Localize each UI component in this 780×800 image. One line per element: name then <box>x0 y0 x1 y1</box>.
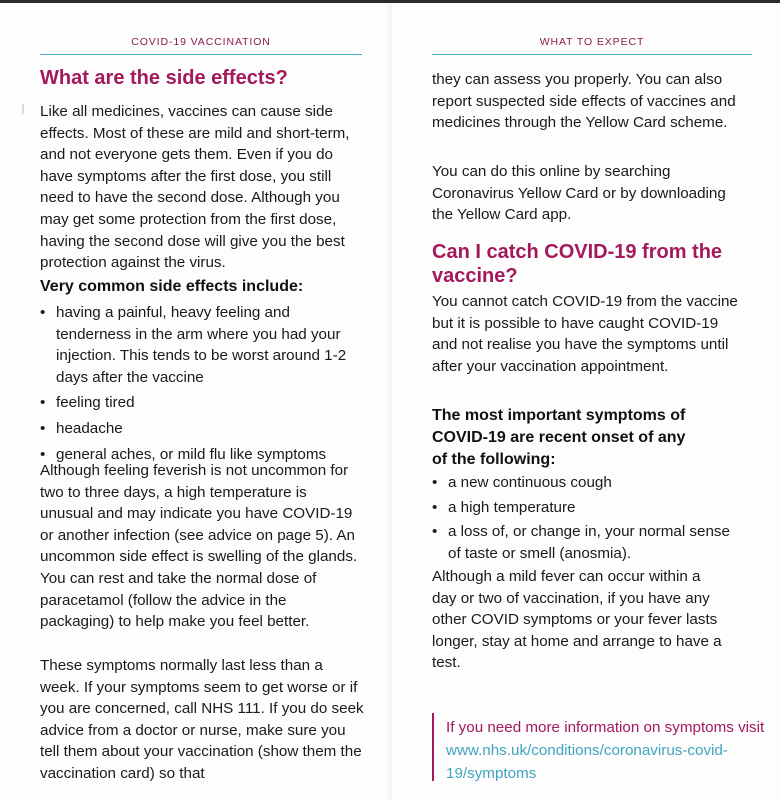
assessment-paragraph: they can assess you properly. You can also report suspected side effects of vaccines and medicines through the Yellow Card scheme. <box>432 71 736 132</box>
important-symptoms-heading: The most important symptoms of COVID-19 are recent onset of any of the following: <box>432 407 686 468</box>
list-item: • having a painful, heavy feeling and tenderness in the arm where you had your injection. This tends to be worst around 1-2 days after the vaccine <box>40 302 362 388</box>
mild-fever-paragraph: Although a mild fever can occur within a day or two of vaccination, if you have any other COVID symptoms or your fever lasts longer, stay at home and arrange to have a test. <box>432 568 722 672</box>
header-rule-right <box>432 54 752 55</box>
more-info-callout <box>446 716 766 785</box>
running-header-right: WHAT TO EXPECT <box>539 36 645 48</box>
symptoms-duration-paragraph: These symptoms normally last less than a week. If your symptoms seem to get worse or if you are concerned, call NHS 111. If you do seek advice from a doctor or nurse, make sure you tell them about your vaccination (show them the vaccination card) so that <box>40 657 364 782</box>
margin-mark <box>22 104 24 114</box>
list-item: • general aches, or mild flu like symptoms <box>40 444 362 466</box>
side-effects-intro: Like all medicines, vaccines can cause side effects. Most of these are mild and short-term, and not everyone gets them. Even if you do have symptoms after the first dose, you still need to have the second dose. Although you may get some protection from the first dose, having the second dose will give you the best protection against the virus. <box>40 103 350 272</box>
nhs-symptoms-link[interactable]: www.nhs.uk/conditions/coronavirus-covid-19/symptoms <box>446 742 728 782</box>
catch-covid-paragraph: You cannot catch COVID-19 from the vaccine but it is possible to have caught COVID-19 and not realise you have the symptoms until after your vaccination appointment. <box>432 293 738 375</box>
catch-covid-heading: Can I catch COVID-19 from the vaccine? <box>432 241 723 287</box>
side-effects-heading: What are the side effects? <box>40 67 288 89</box>
page-fold <box>386 0 394 800</box>
list-item: • a loss of, or change in, your normal sense of taste or smell (anosmia). <box>432 521 732 564</box>
yellow-card-paragraph: You can do this online by searching Coronavirus Yellow Card or by downloading the Yellow Card app. <box>432 163 726 224</box>
more-info-text: If you need more information on symptoms visit <box>446 719 765 736</box>
list-item: • headache <box>40 418 362 440</box>
list-item: • a high temperature <box>432 497 732 519</box>
header-rule-left <box>40 54 362 55</box>
common-side-effects-list <box>40 302 362 465</box>
info-accent-bar <box>432 713 434 781</box>
running-header-left: COVID-19 VACCINATION <box>131 36 271 48</box>
fever-paragraph: Although feeling feverish is not uncommon for two to three days, a high temperature is unusual and may indicate you have COVID-19 or another infection (see advice on page 5). An uncommon side effect is swelling of the glands. You can rest and take the normal dose of paracetamol (follow the advice in the packaging) to help make you feel better. <box>40 462 358 631</box>
common-side-effects-heading: Very common side effects include: <box>40 278 304 295</box>
list-item: • a new continuous cough <box>432 472 732 494</box>
list-item: • feeling tired <box>40 392 362 414</box>
important-symptoms-list <box>432 472 732 564</box>
